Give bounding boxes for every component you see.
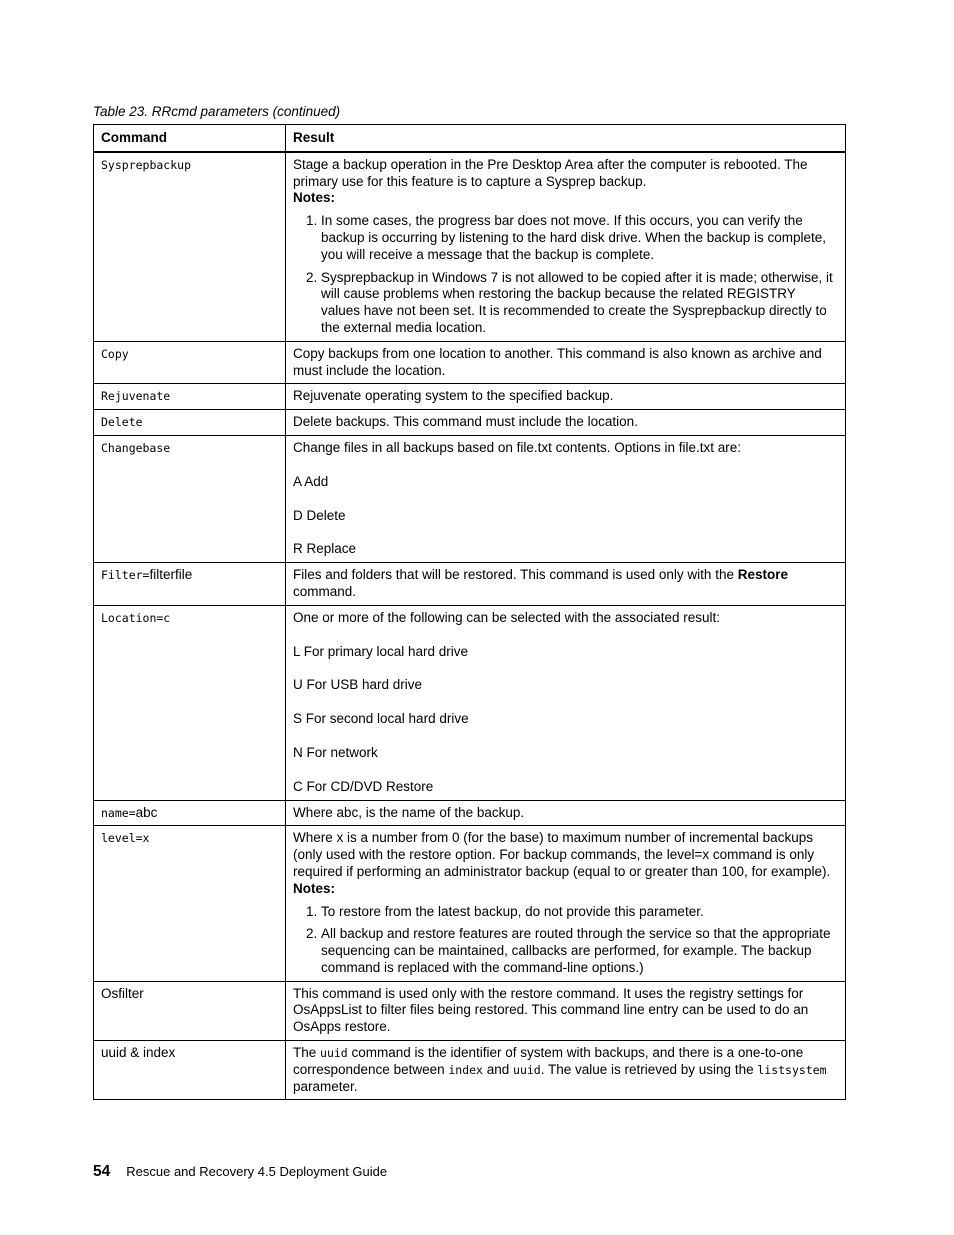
command-cell: Changebase	[101, 440, 171, 455]
table-row	[94, 410, 846, 436]
command-cell: Osfilter	[94, 981, 286, 1040]
result-line: A Add	[293, 473, 329, 489]
command-plain: abc	[135, 804, 158, 820]
table-row	[94, 605, 846, 800]
command-mono: name=	[101, 805, 136, 820]
result-cell: Copy backups from one location to another. This command is also known as archive and must include the location.	[286, 341, 846, 384]
notes-label: Notes:	[293, 190, 336, 206]
result-line: R Replace	[293, 541, 357, 557]
result-text: Stage a backup operation in the Pre Desktop Area after the computer is rebooted. The primary use for this feature is to capture a Sysprep backup.	[293, 156, 808, 189]
table-row	[94, 152, 846, 341]
result-cell: Rejuvenate operating system to the specified backup.	[286, 384, 846, 410]
table-row	[94, 981, 846, 1040]
rrcmd-parameters-table	[93, 124, 846, 1100]
command-plain: filterfile	[149, 567, 193, 583]
table-row	[94, 826, 846, 981]
result-text: command is the identifier of system with backups, and there is a one-to-one correspondence between	[293, 1045, 804, 1077]
command-cell: Rejuvenate	[101, 389, 171, 404]
result-cell: Delete backups. This command must include the location.	[286, 410, 846, 436]
result-text: . The value is retrieved by using the	[540, 1061, 758, 1077]
note-item: 2. All backup and restore features are routed through the service so that the appropriate sequencing can be maintained, callbacks are performed, for example. The backup command is replaced with the command-line options.)	[321, 926, 838, 976]
result-text: and	[482, 1061, 514, 1077]
note-item: 2. Sysprepbackup in Windows 7 is not allowed to be copied after it is made; otherwise, it will cause problems when restoring the backup because the related REGISTRY values have not been set. It is recommended to create the Sysprepbackup directly to the external media location.	[321, 270, 838, 337]
result-cell	[286, 605, 846, 800]
notes-list	[293, 904, 838, 977]
table-caption: Table 23. RRcmd parameters (continued)	[93, 104, 341, 119]
command-cell: Location=c	[101, 610, 171, 625]
page-number: 54	[93, 1163, 111, 1180]
command-cell	[94, 800, 286, 826]
command-cell	[94, 563, 286, 606]
inline-code: index	[448, 1062, 483, 1077]
result-line: L For primary local hard drive	[293, 643, 469, 659]
result-line: One or more of the following can be selected with the associated result:	[293, 609, 720, 625]
result-line: N For network	[293, 744, 378, 760]
result-cell	[286, 563, 846, 606]
header-command: Command	[94, 125, 286, 152]
result-text: Where x is a number from 0 (for the base) to maximum number of incremental backups (only used with the restore option. For backup commands, the level=x command is only required if performing an administrator backup (equal to or greater than 100, for example).	[293, 830, 831, 879]
table-row	[94, 435, 846, 562]
result-line: D Delete	[293, 507, 346, 523]
document-title: Rescue and Recovery 4.5 Deployment Guide	[126, 1164, 388, 1179]
result-cell	[286, 152, 846, 341]
command-cell: Sysprepbackup	[101, 157, 192, 172]
result-text: parameter.	[293, 1078, 358, 1094]
result-bold: Restore	[737, 567, 788, 583]
inline-code: uuid	[513, 1062, 541, 1077]
inline-code: listsystem	[757, 1062, 827, 1077]
result-line: Change files in all backups based on file.txt contents. Options in file.txt are:	[293, 439, 741, 455]
inline-code: uuid	[320, 1046, 348, 1061]
command-mono: Filter=	[101, 568, 150, 583]
command-cell: uuid & index	[94, 1041, 286, 1100]
result-cell	[286, 1041, 846, 1100]
note-item: 1. To restore from the latest backup, do not provide this parameter.	[321, 904, 838, 921]
command-cell: Delete	[101, 415, 143, 430]
result-cell	[286, 435, 846, 562]
result-text: Files and folders that will be restored. This command is used only with the	[293, 567, 738, 583]
table-row	[94, 341, 846, 384]
note-item: 1. In some cases, the progress bar does not move. If this occurs, you can verify the backup is occurring by listening to the hard disk drive. When the backup is complete, you will receive a message that the backup is complete.	[321, 213, 838, 263]
result-line: C For CD/DVD Restore	[293, 778, 434, 794]
table-row	[94, 384, 846, 410]
command-cell: level=x	[101, 831, 150, 846]
notes-label: Notes:	[293, 880, 336, 896]
result-text: command.	[293, 583, 357, 599]
page-footer	[93, 1163, 387, 1181]
result-cell: Where abc, is the name of the backup.	[286, 800, 846, 826]
result-cell: This command is used only with the restore command. It uses the registry settings for OsAppsList to filter files being restored. This command line entry can be used to do an OsApps restore.	[286, 981, 846, 1040]
header-result: Result	[286, 125, 846, 152]
table-row	[94, 563, 846, 606]
table-header-row	[94, 125, 846, 152]
table-row	[94, 1041, 846, 1100]
result-cell	[286, 826, 846, 981]
result-text: The	[293, 1045, 321, 1061]
command-cell: Copy	[101, 346, 129, 361]
result-line: U For USB hard drive	[293, 677, 423, 693]
result-line: S For second local hard drive	[293, 711, 469, 727]
table-row	[94, 800, 846, 826]
notes-list	[293, 213, 838, 337]
